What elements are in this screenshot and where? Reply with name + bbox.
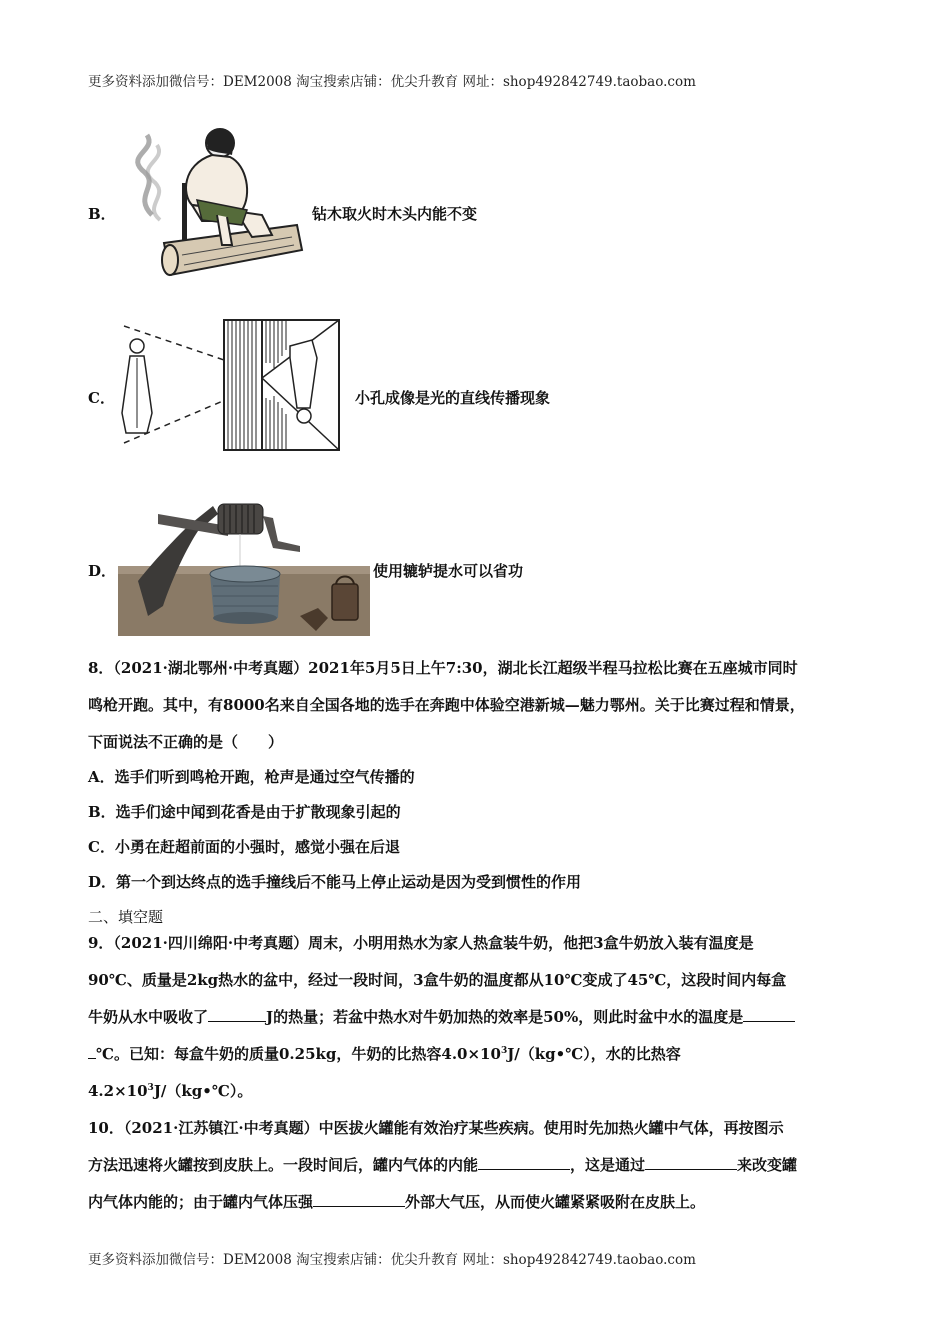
- q10-line-2-text-c: 来改变罐: [737, 1156, 798, 1174]
- q9-exponent-1: 3: [500, 1046, 508, 1056]
- option-c-letter: C．: [88, 389, 115, 407]
- q9-line-5: [88, 1080, 252, 1101]
- q9-line-3: [88, 1006, 795, 1027]
- q10-blank-internal-energy[interactable]: [478, 1155, 570, 1170]
- option-b-text: 钻木取火时木头内能不变: [312, 205, 478, 223]
- q8-stem-line-1: 8．（2021·湖北鄂州·中考真题）2021年5月5日上午7:30，湖北长江超级半程马拉松比赛在五座城市同时: [88, 659, 798, 677]
- q9-line-4-text-b: J/（kg•℃），水的比热容: [507, 1045, 681, 1063]
- page-footer: 更多资料添加微信号：DEM2008 淘宝搜索店铺：优尖升教育 网址：shop492842749.taobao.com: [88, 1252, 696, 1268]
- section-title: 二、填空题: [88, 908, 164, 926]
- q9-blank-temperature-cont[interactable]: [88, 1044, 96, 1059]
- q9-line-4: [88, 1043, 681, 1064]
- q10-blank-method[interactable]: [645, 1155, 737, 1170]
- option-d-text: 使用辘轳提水可以省功: [373, 562, 524, 580]
- q9-blank-temperature[interactable]: [743, 1007, 795, 1022]
- q9-line-4-text-a: ℃。已知：每盒牛奶的质量0.25kg，牛奶的比热容4.0×10: [96, 1045, 501, 1063]
- q10-line-2: [88, 1154, 797, 1175]
- q8-option-b: B．选手们途中闻到花香是由于扩散现象引起的: [88, 803, 401, 821]
- option-b-letter: B．: [88, 205, 116, 223]
- q9-line-5-text-a: 4.2×10: [88, 1082, 148, 1100]
- q9-line-3-text-b: J的热量；若盆中热水对牛奶加热的效率是50%，则此时盆中水的温度是: [266, 1008, 744, 1026]
- windlass-well-image: [118, 496, 370, 636]
- q8-stem-line-2: 鸣枪开跑。其中，有8000名来自全国各地的选手在奔跑中体验空港新城—魅力鄂州。关于比赛过程和情景，: [88, 696, 805, 714]
- q9-line-2: 90℃、质量是2kg热水的盆中，经过一段时间，3盒牛奶的温度都从10℃变成了45℃，这段时间内每盒: [88, 971, 787, 989]
- q8-option-a: A．选手们听到鸣枪开跑，枪声是通过空气传播的: [88, 768, 415, 786]
- q8-option-d: D．第一个到达终点的选手撞线后不能马上停止运动是因为受到惯性的作用: [88, 873, 582, 891]
- q10-line-2-text-a: 方法迅速将火罐按到皮肤上。一段时间后，罐内气体的内能: [88, 1156, 479, 1174]
- option-c-text: 小孔成像是光的直线传播现象: [355, 389, 551, 407]
- q10-line-3-text-b: 外部大气压，从而使火罐紧紧吸附在皮肤上。: [405, 1193, 706, 1211]
- drilling-wood-fire-image: [122, 125, 307, 280]
- q10-blank-pressure[interactable]: [313, 1192, 405, 1207]
- q9-exponent-2: 3: [147, 1083, 154, 1093]
- q8-stem-line-3: 下面说法不正确的是（ ）: [88, 733, 284, 751]
- q9-line-5-text-b: J/（kg•℃）。: [153, 1082, 253, 1100]
- q9-line-3-text-a: 牛奶从水中吸收了: [88, 1008, 209, 1026]
- q8-option-c: C．小勇在赶超前面的小强时，感觉小强在后退: [88, 838, 400, 856]
- page-header: 更多资料添加微信号：DEM2008 淘宝搜索店铺：优尖升教育 网址：shop492842749.taobao.com: [88, 74, 696, 90]
- pinhole-imaging-image: [112, 318, 347, 453]
- q10-line-2-text-b: ，这是通过: [570, 1156, 646, 1174]
- q10-line-1: 10．（2021·江苏镇江·中考真题）中医拔火罐能有效治疗某些疾病。使用时先加热火罐中气体，再按图示: [88, 1119, 784, 1137]
- q10-line-3: [88, 1191, 705, 1212]
- q9-blank-heat[interactable]: [208, 1007, 266, 1022]
- option-d-letter: D．: [88, 562, 117, 580]
- q10-line-3-text-a: 内气体内能的；由于罐内气体压强: [88, 1193, 314, 1211]
- q9-line-1: 9．（2021·四川绵阳·中考真题）周末，小明用热水为家人热盒装牛奶，他把3盒牛奶放入装有温度是: [88, 934, 754, 952]
